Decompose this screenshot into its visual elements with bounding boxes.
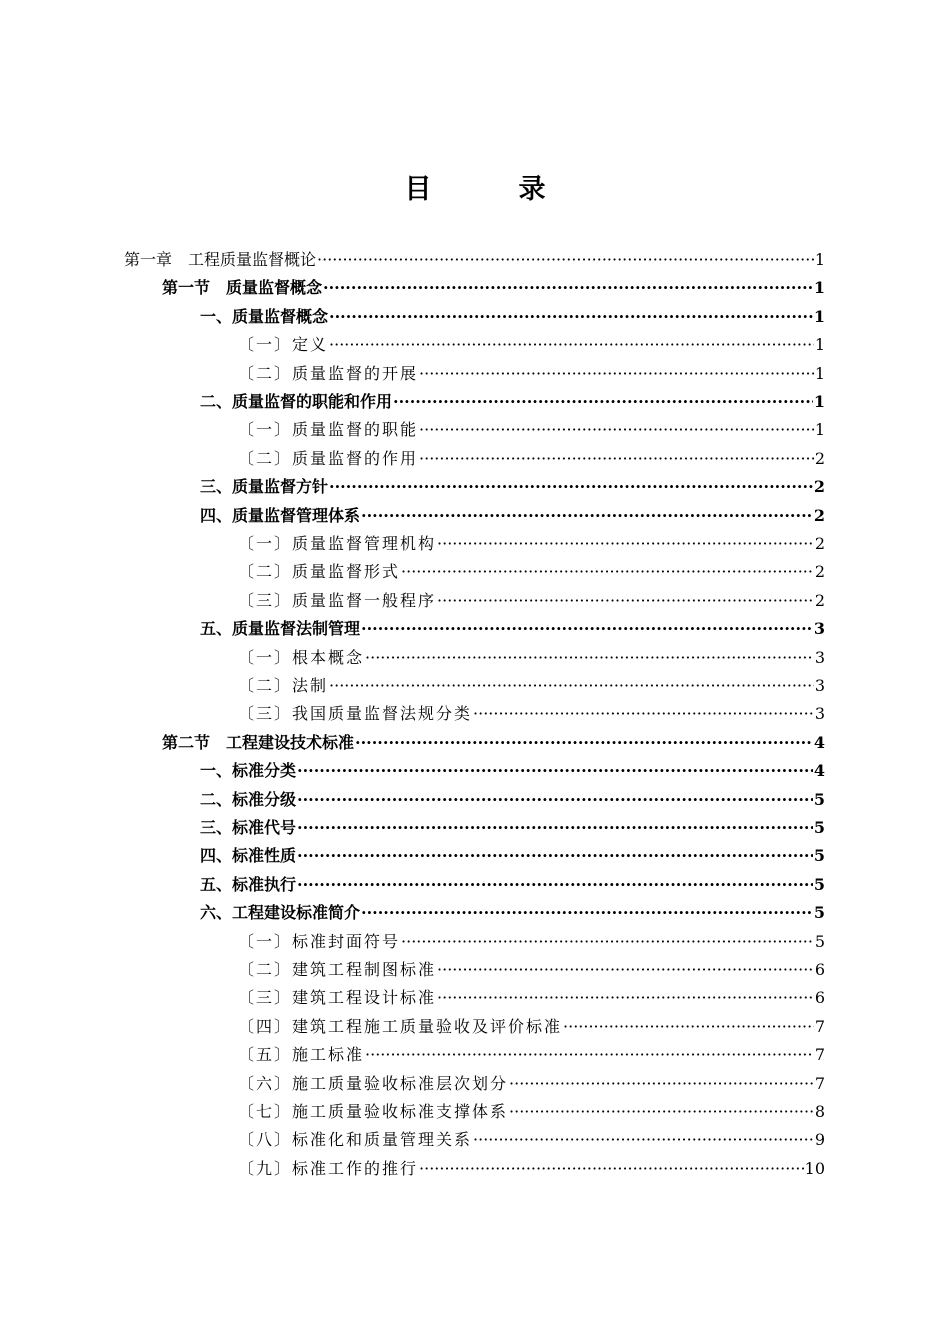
toc-entry-page-number: 1 <box>814 250 825 269</box>
toc-entry-label: 〔一〕定义 <box>238 335 329 355</box>
toc-entry[interactable] <box>200 899 825 927</box>
toc-entry-label: 〔四〕建筑工程施工质量验收及评价标准 <box>238 1016 563 1036</box>
toc-entry[interactable] <box>238 331 825 359</box>
toc-entry-label: 〔一〕质量监督管理机构 <box>238 534 437 553</box>
toc-entry-page-number: 2 <box>813 505 825 525</box>
toc-leader-dots <box>361 502 813 530</box>
toc-leader-dots <box>297 842 813 870</box>
toc-entry-page-number: 5 <box>813 874 825 894</box>
toc-entry[interactable] <box>238 956 825 984</box>
toc-entry-page-number: 3 <box>814 704 825 724</box>
toc-entry-page-number: 2 <box>814 562 825 582</box>
toc-entry[interactable] <box>238 644 825 672</box>
toc-entry-page-number: 5 <box>813 903 825 923</box>
toc-entry-page-number: 1 <box>814 335 825 355</box>
toc-leader-dots <box>393 388 813 416</box>
toc-entry[interactable] <box>238 1098 825 1126</box>
toc-leader-dots <box>297 814 813 842</box>
toc-leader-dots <box>437 956 814 984</box>
toc-entry[interactable] <box>238 530 825 558</box>
toc-entry-label: 〔五〕施工标准 <box>238 1045 365 1065</box>
toc-leader-dots <box>297 757 813 785</box>
toc-leader-dots <box>355 729 813 757</box>
toc-entry-label: 〔二〕质量监督的开展 <box>238 363 419 383</box>
toc-entry-page-number: 2 <box>814 590 825 610</box>
toc-entry[interactable] <box>200 786 825 814</box>
toc-leader-dots <box>329 303 813 331</box>
toc-leader-dots <box>419 1155 804 1183</box>
toc-entry-label: 第二节 工程建设技术标准 <box>162 732 355 752</box>
toc-entry-label: 第一节 质量监督概念 <box>162 278 323 298</box>
toc-entry-label: 六、工程建设标准简介 <box>200 903 361 923</box>
toc-entry[interactable] <box>200 814 825 842</box>
toc-entry[interactable] <box>200 502 825 530</box>
toc-entry-label: 〔二〕质量监督的作用 <box>238 448 419 468</box>
toc-entry-page-number: 9 <box>814 1130 825 1150</box>
toc-leader-dots <box>509 1098 814 1126</box>
toc-leader-dots <box>361 615 813 643</box>
toc-entry-page-number: 5 <box>813 818 825 837</box>
toc-leader-dots <box>323 274 813 302</box>
toc-entry[interactable] <box>200 757 825 785</box>
toc-entry[interactable] <box>238 1013 825 1041</box>
toc-entry-label: 〔二〕法制 <box>238 676 329 695</box>
toc-entry[interactable] <box>238 1070 825 1098</box>
toc-leader-dots <box>473 700 814 728</box>
toc-entry[interactable] <box>238 1041 825 1069</box>
toc-entry-label: 二、质量监督的职能和作用 <box>200 392 393 411</box>
toc-entry-label: 〔七〕施工质量验收标准支撑体系 <box>238 1102 509 1121</box>
toc-leader-dots <box>297 871 813 899</box>
toc-entry-page-number: 1 <box>814 363 825 383</box>
toc-entry[interactable] <box>238 1126 825 1154</box>
toc-entry-label: 〔二〕建筑工程制图标准 <box>238 960 437 979</box>
toc-entry-label: 三、质量监督方针 <box>200 477 329 497</box>
toc-entry-label: 四、质量监督管理体系 <box>200 505 361 525</box>
toc-leader-dots <box>317 246 814 274</box>
toc-entry-page-number: 5 <box>813 846 825 866</box>
toc-leader-dots <box>329 672 814 700</box>
toc-leader-dots <box>297 786 813 814</box>
toc-leader-dots <box>329 473 813 501</box>
toc-entry-label: 四、标准性质 <box>200 846 297 866</box>
toc-entry-label: 五、标准执行 <box>200 874 297 894</box>
toc-leader-dots <box>419 416 814 444</box>
toc-entry[interactable] <box>162 729 825 757</box>
toc-entry-label: 〔九〕标准工作的推行 <box>238 1158 419 1178</box>
toc-leader-dots <box>509 1070 814 1098</box>
toc-leader-dots <box>419 360 814 388</box>
toc-entry-label: 〔一〕根本概念 <box>238 647 365 667</box>
toc-entry-page-number: 10 <box>804 1158 825 1178</box>
toc-entry-page-number: 1 <box>813 306 825 326</box>
toc-entry[interactable] <box>238 558 825 586</box>
toc-entry-label: 二、标准分级 <box>200 789 297 809</box>
toc-entry-label: 一、质量监督概念 <box>200 306 329 326</box>
toc-entry-page-number: 2 <box>814 534 825 553</box>
toc-entry[interactable] <box>238 672 825 700</box>
toc-entry-page-number: 7 <box>814 1016 825 1036</box>
toc-entry-label: 〔三〕建筑工程设计标准 <box>238 988 437 1008</box>
toc-entry[interactable] <box>200 473 825 501</box>
toc-entry[interactable] <box>238 1155 825 1183</box>
toc-leader-dots <box>437 984 814 1012</box>
toc-entry-page-number: 2 <box>814 448 825 468</box>
toc-entry-page-number: 3 <box>814 676 825 695</box>
toc-entry-page-number: 6 <box>814 988 825 1008</box>
toc-entry-label: 〔八〕标准化和质量管理关系 <box>238 1130 473 1150</box>
toc-entry[interactable] <box>238 928 825 956</box>
toc-entry-page-number: 3 <box>813 619 825 639</box>
toc-leader-dots <box>365 1041 814 1069</box>
toc-entry-label: 〔六〕施工质量验收标准层次划分 <box>238 1073 509 1093</box>
toc-entry[interactable] <box>238 587 825 615</box>
toc-entry[interactable] <box>200 303 825 331</box>
toc-entry[interactable] <box>200 615 825 643</box>
toc-entry[interactable] <box>200 842 825 870</box>
toc-entry-page-number: 1 <box>814 420 825 440</box>
toc-entry[interactable] <box>162 274 825 302</box>
toc-entry[interactable] <box>238 445 825 473</box>
toc-entry-label: 〔二〕质量监督形式 <box>238 562 401 582</box>
toc-leader-dots <box>401 928 814 956</box>
toc-entry-label: 〔三〕质量监督一般程序 <box>238 590 437 610</box>
toc-entry-page-number: 6 <box>814 960 825 979</box>
toc-entry-label: 三、标准代号 <box>200 818 297 837</box>
toc-entry-page-number: 4 <box>813 732 825 752</box>
toc-entry-label: 五、质量监督法制管理 <box>200 619 361 639</box>
toc-leader-dots <box>437 530 814 558</box>
toc-entry-page-number: 2 <box>813 477 825 497</box>
toc-entry-label: 〔一〕质量监督的职能 <box>238 420 419 440</box>
toc-entry-label: 〔一〕标准封面符号 <box>238 931 401 951</box>
toc-leader-dots <box>365 644 814 672</box>
toc-entry-page-number: 8 <box>814 1102 825 1121</box>
toc-entry[interactable] <box>238 416 825 444</box>
toc-entry-label: 第一章 工程质量监督概论 <box>124 250 317 269</box>
toc-entry[interactable] <box>238 984 825 1012</box>
toc-entry[interactable] <box>200 871 825 899</box>
toc-entry[interactable] <box>238 360 825 388</box>
toc-leader-dots <box>563 1013 814 1041</box>
toc-entry-page-number: 1 <box>813 278 825 298</box>
toc-leader-dots <box>329 331 814 359</box>
toc-entry-page-number: 5 <box>814 931 825 951</box>
toc-entry-page-number: 4 <box>813 761 825 781</box>
toc-entry-page-number: 1 <box>813 392 825 411</box>
toc-leader-dots <box>419 445 814 473</box>
toc-entry-page-number: 7 <box>814 1045 825 1065</box>
toc-leader-dots <box>361 899 813 927</box>
toc-title: 目 录 <box>404 174 576 205</box>
toc-entry-label: 一、标准分类 <box>200 761 297 781</box>
toc-entry[interactable] <box>238 700 825 728</box>
toc-entry-page-number: 7 <box>814 1073 825 1093</box>
toc-entry-page-number: 3 <box>814 647 825 667</box>
toc-leader-dots <box>401 558 814 586</box>
toc-entry[interactable] <box>200 388 825 416</box>
toc-leader-dots <box>473 1126 814 1154</box>
toc-entry[interactable] <box>124 246 825 274</box>
toc-entry-label: 〔三〕我国质量监督法规分类 <box>238 704 473 724</box>
toc-entry-page-number: 5 <box>813 789 825 809</box>
toc-leader-dots <box>437 587 814 615</box>
